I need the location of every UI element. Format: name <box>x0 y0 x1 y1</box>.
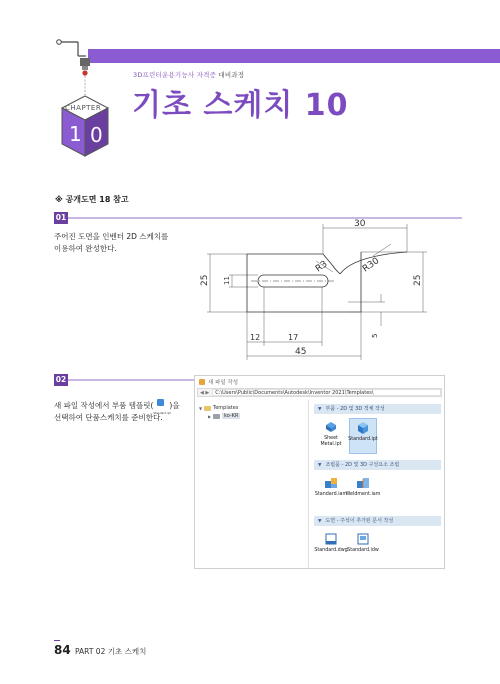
sheet-metal-icon <box>324 420 338 434</box>
step-01-text <box>54 231 168 255</box>
dialog-titlebar <box>195 376 444 388</box>
chevron-down-icon[interactable]: ▼ <box>199 405 203 411</box>
step-number: 01 <box>55 213 67 222</box>
step-number: 02 <box>55 375 67 384</box>
template-standard-idw[interactable] <box>349 530 377 566</box>
step-02-suffix: )을 <box>169 401 180 410</box>
template-label: Standard.dwg <box>314 548 348 553</box>
inventor-app-icon <box>199 379 205 385</box>
folder-icon <box>204 406 211 411</box>
collapse-triangle-icon[interactable]: ▼ <box>318 519 322 524</box>
course-suffix: 대비과정 <box>218 71 245 79</box>
tree-item-ko-kr[interactable] <box>199 412 304 420</box>
dim-bottom-b: 17 <box>288 333 299 342</box>
standard-ipt-inline-icon <box>153 401 171 415</box>
path-bar <box>197 388 442 397</box>
svg-text:1: 1 <box>69 122 82 146</box>
folder-tree <box>195 400 309 568</box>
tree-label: ko-KR <box>224 413 239 419</box>
dialog-title: 새 파일 작성 <box>208 380 239 386</box>
step-divider <box>68 379 194 381</box>
part-cube-icon <box>356 421 370 435</box>
collapse-triangle-icon[interactable]: ▼ <box>318 463 322 468</box>
dim-top: 30 <box>354 219 366 229</box>
dwg-drawing-icon <box>324 532 338 546</box>
group-title: 부품 - 2D 및 3D 객체 작성 <box>325 406 385 412</box>
template-standard-ipt[interactable] <box>349 418 377 454</box>
template-label: Weldment.iam <box>345 492 381 497</box>
dim-radius-large: R30 <box>360 256 382 275</box>
chapter-label: CHAPTER <box>65 104 102 112</box>
inline-icon-label: Standard.ipt <box>153 411 171 415</box>
footer-accent <box>54 640 60 641</box>
step-02-line-1 <box>54 400 180 415</box>
assembly-icon <box>324 476 338 490</box>
folder-icon <box>213 414 220 419</box>
template-panel <box>311 400 444 568</box>
dim-slot-height: 11 <box>223 276 231 285</box>
part-label: PART 02 기초 스케치 <box>75 647 147 656</box>
template-label: Sheet Metal.ipt <box>320 436 342 447</box>
template-standard-iam[interactable] <box>314 474 348 510</box>
group-header-part[interactable] <box>314 404 441 414</box>
group-header-drawing[interactable] <box>314 516 441 526</box>
dim-bottom-a: 12 <box>250 333 261 342</box>
tree-item-templates[interactable] <box>199 404 304 412</box>
new-file-dialog <box>194 375 445 569</box>
group-header-assembly[interactable] <box>314 460 441 470</box>
dim-right-height: 25 <box>413 274 423 286</box>
chapter-title: 기초 스케치 10 <box>132 88 349 123</box>
dim-left-height: 25 <box>200 274 210 286</box>
group-title: 조립품 - 2D 및 3D 구성요소 조립 <box>325 462 400 468</box>
collapse-triangle-icon[interactable]: ▼ <box>318 407 322 412</box>
step-01-line-1: 주어진 도면을 인벤터 2D 스케치를 <box>54 232 169 241</box>
svg-text:0: 0 <box>90 123 103 147</box>
step-02-line-2: 선택하여 단품스케치를 준비한다. <box>54 413 163 422</box>
course-label <box>133 70 244 79</box>
reference-note: ※ 공개도면 18 참고 <box>55 195 129 204</box>
step-02-header <box>54 374 194 386</box>
template-label: Standard.idw <box>347 548 379 553</box>
step-02-text <box>54 400 180 424</box>
template-label: Standard.iam <box>314 492 348 497</box>
dim-bottom-total: 45 <box>295 347 307 357</box>
step-01-line-2: 이용하여 완성한다. <box>54 244 117 253</box>
weldment-icon <box>356 476 370 490</box>
course-prefix: 3D프린터운용기능사 자격증 <box>133 71 219 79</box>
path-field[interactable]: C:\Users\Public\Documents\Autodesk\Inventor 2021\Templates\ <box>212 389 441 396</box>
back-forward-icon[interactable]: ◀ ▶ <box>200 389 210 396</box>
page-number: 84 <box>54 643 71 657</box>
idw-drawing-icon <box>356 532 370 546</box>
template-sheet-metal[interactable] <box>317 418 345 454</box>
template-standard-dwg[interactable] <box>314 530 348 566</box>
tree-label: Templates <box>213 405 239 411</box>
template-label: Standard.ipt <box>348 437 378 442</box>
technical-drawing <box>195 214 450 369</box>
dim-radius-small: R3 <box>313 259 330 275</box>
template-weldment-iam[interactable] <box>345 474 381 510</box>
dim-right-small: 5 <box>371 333 379 338</box>
group-title: 도면 - 주석이 추가된 문서 작성 <box>325 518 394 524</box>
step-02-prefix: 새 파일 작성에서 부품 템플릿( <box>54 401 154 410</box>
chevron-right-icon[interactable]: ▶ <box>208 413 212 419</box>
